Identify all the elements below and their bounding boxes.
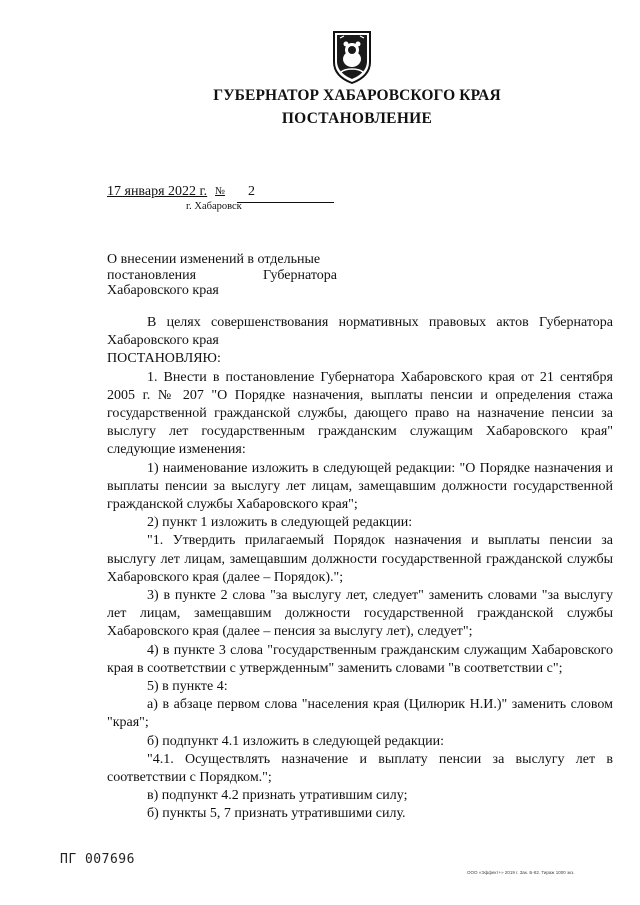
paragraph-subitem-5b: б) подпункт 4.1 изложить в следующей редакции: <box>147 733 444 749</box>
document-type: ПОСТАНОВЛЕНИЕ <box>281 110 433 127</box>
paragraph-quote-1: "1. Утвердить прилагаемый Порядок назначения и выплаты пенсии за выслугу лет лицам, замещавшим должности государственной гражданской службы Хабаровского края (далее – Порядок)."; <box>107 533 613 585</box>
number-underline <box>237 202 334 203</box>
subject-line-2 <box>107 268 337 284</box>
printer-imprint: ООО «Эффект+» 2019 г. Зак. Б-82. Тираж 1000 экз. <box>467 870 575 875</box>
document-date: 17 января 2022 г. <box>107 184 208 199</box>
subject-line-1: О внесении изменений в отдельные <box>107 252 321 267</box>
subject-line-3: Хабаровского края <box>107 283 219 298</box>
subject-line-2-left: постановления <box>107 267 197 283</box>
document-subject <box>107 252 337 299</box>
paragraph-subitem-5a: а) в абзаце первом слова "населения края (Цилюрик Н.И.)" заменить словом "края"; <box>107 697 613 731</box>
number-sign: № <box>215 186 226 197</box>
document-city: г. Хабаровск <box>186 201 242 212</box>
coat-of-arms-icon <box>330 28 374 84</box>
paragraph-subitem-5c: в) подпункт 4.2 признать утратившим силу; <box>147 788 408 804</box>
paragraph-subitem-2: 2) пункт 1 изложить в следующей редакции: <box>147 515 413 531</box>
paragraph-quote-4-1: "4.1. Осуществлять назначение и выплату пенсии за выслугу лет в соответствии с Порядком."; <box>107 751 613 786</box>
document-number: 2 <box>248 184 255 199</box>
paragraph-item-1: 1. Внести в постановление Губернатора Хабаровского края от 21 сентября 2005 г. № 207 "О Порядке назначения, выплаты пенсии и определения стажа государственной гражданской службы, дающего право на назначение пенсии за выслугу лет государственным гражданским служащим Хабаровского края" следующие изменения: <box>107 369 613 458</box>
form-serial-number: ПГ 007696 <box>60 852 135 867</box>
paragraph-subitem-4: 4) в пункте 3 слова "государственным гражданским служащим Хабаровского края в соответствии с утвержденным" заменить словами "в соответствии с"; <box>107 642 613 676</box>
paragraph-subitem-3: 3) в пункте 2 слова "за выслугу лет, следует" заменить словами "за выслугу лет лицам, замещавшим должности государственной гражданской службы Хабаровского края (далее – пенсия за выслугу лет), следует"; <box>107 588 613 640</box>
document-body <box>107 314 613 824</box>
paragraph-resolve: ПОСТАНОВЛЯЮ: <box>107 351 221 367</box>
paragraph-subitem-1: 1) наименование изложить в следующей редакции: "О Порядке назначения и выплаты пенсии за выслугу лет лицам, замещавшим должности государственной гражданской службы Хабаровского края"; <box>107 460 613 513</box>
paragraph-subitem-5: 5) в пункте 4: <box>147 679 228 695</box>
authority-title: ГУБЕРНАТОР ХАБАРОВСКОГО КРАЯ <box>213 87 501 104</box>
paragraph-preamble: В целях совершенствования нормативных правовых актов Губернатора Хабаровского края <box>107 315 613 349</box>
subject-line-2-right: Губернатора <box>262 267 337 283</box>
paragraph-subitem-6: б) пункты 5, 7 признать утратившими силу. <box>147 806 406 822</box>
